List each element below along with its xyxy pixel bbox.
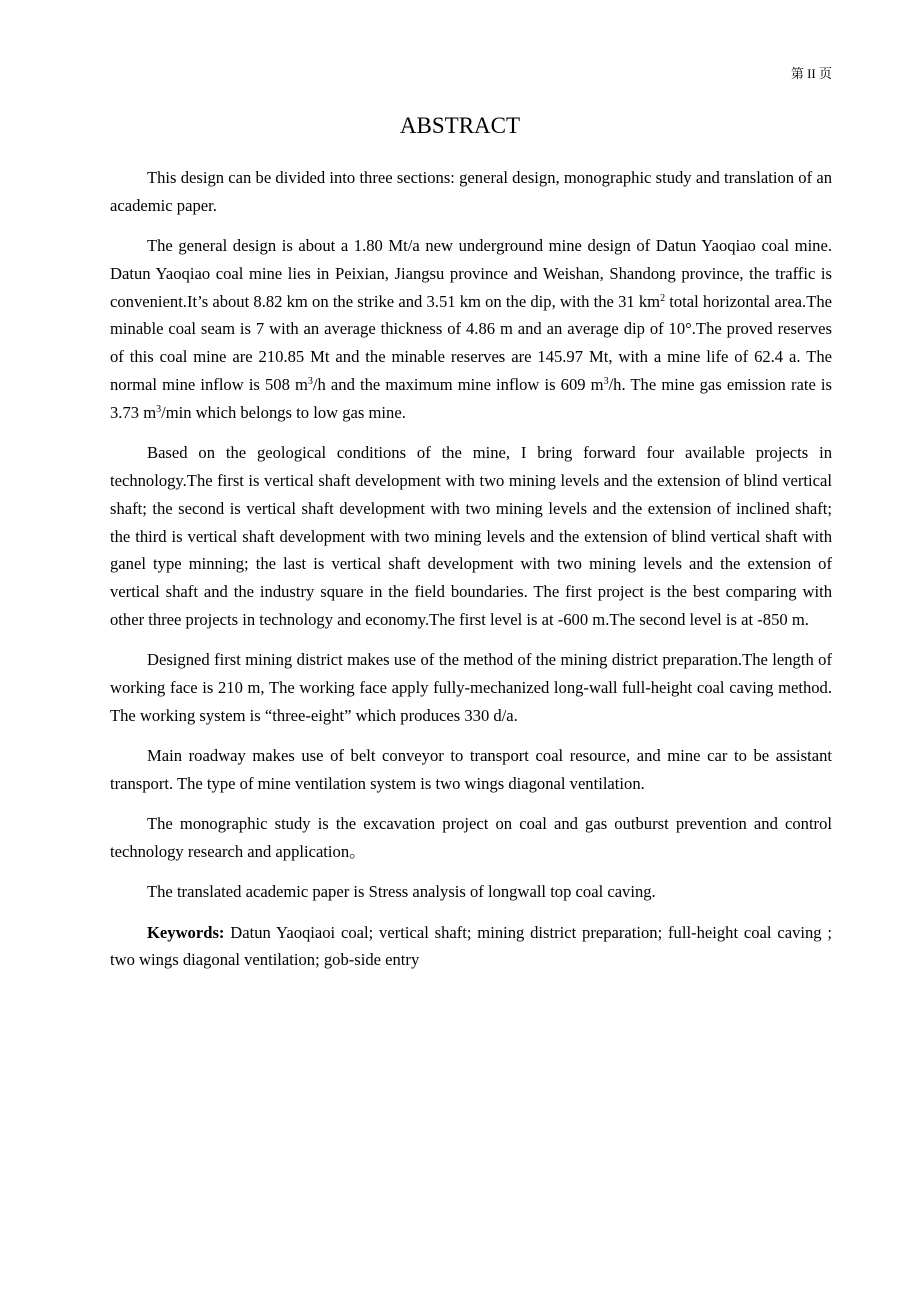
superscript-2: 2: [660, 292, 666, 304]
paragraph-monographic-study-text: The monographic study is the excavation project on coal and gas outburst prevention and control technology research and application。: [110, 814, 832, 862]
superscript-3: 3: [603, 376, 609, 388]
paragraph-mining-district-text: Designed first mining district makes use of the method of the mining district preparation.The length of working face is 210 m, The working face apply fully-mechanized long-wall full-height coal caving method. The working system is “three-eight” which produces 330 d/a.: [110, 650, 832, 725]
paragraph-monographic-study: [110, 810, 832, 866]
paragraph-transport: [110, 742, 832, 798]
paragraph-translation: [110, 878, 832, 906]
paragraph-projects: [110, 439, 832, 634]
general-design-text-5: /min which belongs to low gas mine.: [161, 402, 406, 422]
paragraph-intro-text: This design can be divided into three sections: general design, monographic study and translation of an academic paper.: [110, 168, 832, 215]
page-number-header: 第 II 页: [790, 66, 832, 81]
general-design-text-3: /h and the maximum mine inflow is 609 m: [312, 375, 604, 395]
abstract-title: ABSTRACT: [399, 113, 521, 138]
superscript-3: 3: [307, 376, 313, 388]
paragraph-mining-district: [110, 646, 832, 729]
keywords-text: Datun Yaoqiaoi coal; vertical shaft; mining district preparation; full-height coal caving ; two wings diagonal ventilation; gob-side entry: [110, 922, 832, 970]
paragraph-translation-text: The translated academic paper is Stress analysis of longwall top coal caving.: [147, 882, 656, 902]
general-design-text-2: total horizontal area.The minable coal seam is 7 with an average thickness of 4.86 m and an average dip of 10°.The proved reserves of this coal mine are 210.85 Mt and the minable reserves are 145.97 Mt, with a mine life of 62.4 a. The normal mine inflow is 508 m: [110, 291, 832, 395]
paragraph-intro: [110, 164, 832, 220]
superscript-3: 3: [156, 403, 162, 415]
paragraph-transport-text: Main roadway makes use of belt conveyor to transport coal resource, and mine car to be assistant transport. The type of mine ventilation system is two wings diagonal ventilation.: [110, 746, 832, 793]
paragraph-keywords: [110, 919, 832, 975]
paragraph-projects-text: Based on the geological conditions of the mine, I bring forward four available projects in technology.The first is vertical shaft development with two mining levels and the extension of blind vertical shaft; the second is vertical shaft development with two mining levels and the extension of inclined shaft; the third is vertical shaft development with two mining levels and the extension of blind vertical shaft with ganel type minning; the last is vertical shaft development with two mining levels and the extension of vertical shaft and the industry square in the field boundaries. The first project is the best comparing with other three projects in technology and economy.The first level is at -600 m.The second level is at -850 m.: [110, 443, 832, 629]
keywords-label: Keywords:: [147, 922, 225, 942]
general-design-text-4: /h. The mine gas emission rate is 3.73 m: [110, 375, 832, 422]
paragraph-general-design: [110, 232, 832, 427]
abstract-body: [110, 164, 832, 987]
general-design-text-1: The general design is about a 1.80 Mt/a new underground mine design of Datun Yaoqiao coal mine. Datun Yaoqiao coal mine lies in Peixian, Jiangsu province and Weishan, Shandong province, the traffic is convenient.It’s about 8.82 km on the strike and 3.51 km on the dip, with the 31 km: [110, 236, 832, 311]
